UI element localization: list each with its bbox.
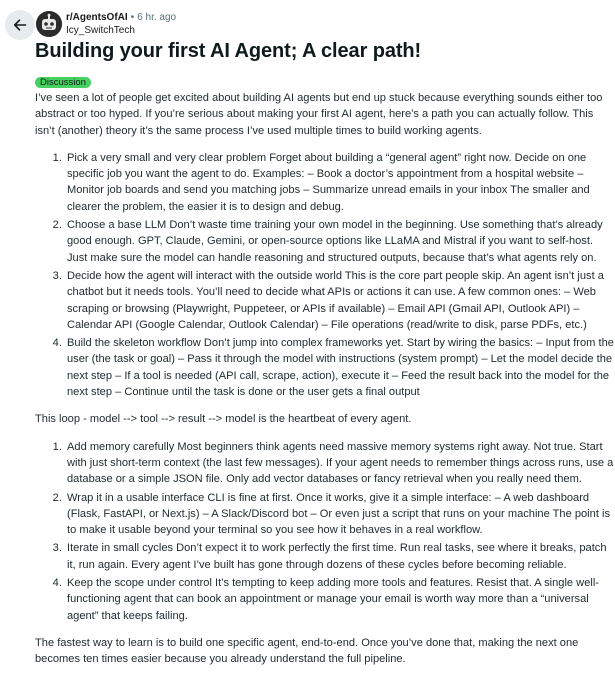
post-meta — [66, 11, 176, 37]
avatar[interactable] — [36, 11, 62, 37]
flair-badge[interactable]: Discussion — [35, 77, 91, 88]
list-item: 4. Keep the scope under control It’s tempting to keep adding more tools and features. Resist that. A single well-functioning agent that can book an appointment or manage your email is worth way more than a “universal agent” that keeps failing. — [65, 575, 615, 624]
robot-avatar-icon — [36, 11, 62, 37]
subreddit-link[interactable]: r/AgentsOfAI — [66, 12, 128, 23]
post-body — [35, 90, 615, 668]
post-time: 6 hr. ago — [137, 12, 177, 23]
steps-list-2 — [35, 439, 615, 624]
author-link[interactable]: Icy_SwitchTech — [66, 25, 135, 36]
list-item: 3. Iterate in small cycles Don’t expect it to work perfectly the first time. Run real tasks, see where it breaks, patch it, run again. Every agent I’ve built has gone through dozens of these cycles before becoming reliable. — [65, 540, 615, 573]
list-item: 1. Pick a very small and very clear problem Forget about building a “general agent” right now. Decide on one specific job you want the agent to do. Examples: – Book a doctor’s appointment from a hospital website – Monitor job boards and send you matching jobs – Summarize unread emails in your inbox The smaller and clearer the problem, the easier it is to design and debug. — [65, 150, 615, 215]
loop-paragraph: This loop - model --> tool --> result --> model is the heartbeat of every agent. — [35, 413, 412, 426]
back-button[interactable] — [5, 10, 35, 40]
arrow-left-icon — [12, 17, 28, 33]
list-item: 1. Add memory carefully Most beginners think agents need massive memory systems right away. Not true. Start with just short-term context (the last few messages). If your agent needs to remember things across runs, use a database or a simple JSON file. Only add vector databases or fancy retrieval when you really need them. — [65, 439, 615, 488]
meta-separator: • — [130, 12, 135, 23]
list-item: 2. Choose a base LLM Don’t waste time training your own model in the beginning. Use something that’s already good enough. GPT, Claude, Gemini, or open-source options like LLaMA and Mistral if you want to self-host. Just make sure the model can handle reasoning and structured outputs, because that’s what agents rely on. — [65, 217, 615, 266]
intro-paragraph: I’ve seen a lot of people get excited about building AI agents but end up stuck because everything sounds either too abstract or too hyped. If you’re serious about making your first AI agent, here’s a path you can actually follow. This isn’t (another) theory it’s the same process I’ve used multiple times to build working agents. — [35, 92, 603, 137]
meta-line — [66, 11, 176, 24]
list-item: 3. Decide how the agent will interact with the outside world This is the core part people skip. An agent isn’t just a chatbot but it needs tools. You’ll need to decide what APIs or actions it can use. A few common ones: – Web scraping or browsing (Playwright, Puppeteer, or APIs if available) – Email API (Gmail API, Outlook API) – Calendar API (Google Calendar, Outlook Calendar) – File operations (read/write to disk, parse PDFs, etc.) — [65, 268, 615, 333]
list-item: 4. Build the skeleton workflow Don’t jump into complex frameworks yet. Start by wiring the basics: – Input from the user (the task or goal) – Pass it through the model with instructions (system prompt) – Let the model decide the next step – If a tool is needed (API call, scrape, action), execute it – Feed the result back into the model for the next step – Continue until the task is done or the user gets a final output — [65, 335, 615, 400]
steps-list-1 — [35, 150, 615, 400]
list-item: 2. Wrap it in a usable interface CLI is fine at first. Once it works, give it a simple interface: – A web dashboard (Flask, FastAPI, or Next.js) – A Slack/Discord bot – Or even just a script that runs on your machine The point is to make it usable beyond your terminal so you see how it behaves in a real workflow. — [65, 490, 615, 539]
outro-paragraph: The fastest way to learn is to build one specific agent, end-to-end. Once you’ve done that, making the next one becomes ten times easier because you already understand the full pipeline. — [35, 636, 579, 666]
post-title: Building your first AI Agent; A clear path! — [35, 40, 422, 62]
